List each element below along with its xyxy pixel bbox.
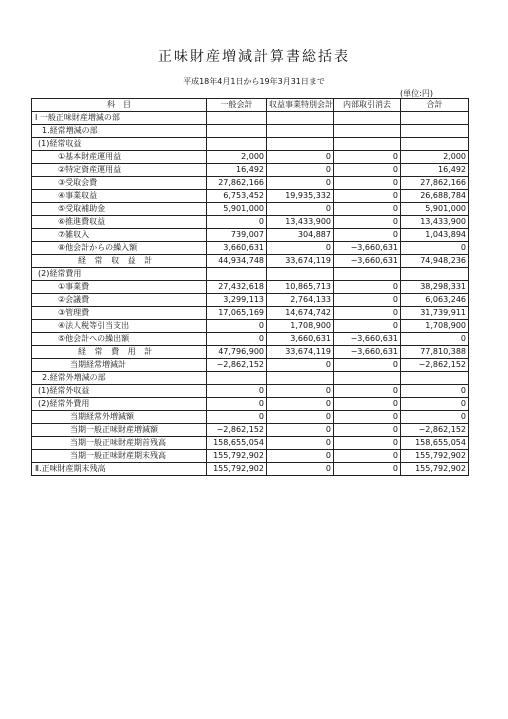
amount-cell: 1,708,900 xyxy=(267,320,334,333)
header-row xyxy=(32,99,469,112)
row-label: (2)経常外費用 xyxy=(32,398,207,411)
amount-cell: 16,492 xyxy=(401,164,469,177)
header-internal-elimination: 内部取引消去 xyxy=(334,99,401,112)
table-row xyxy=(32,333,469,346)
table-row xyxy=(32,346,469,359)
amount-cell: −2,862,152 xyxy=(207,359,267,372)
amount-cell: 31,739,911 xyxy=(401,307,469,320)
amount-cell: 74,948,236 xyxy=(401,255,469,268)
amount-cell xyxy=(401,372,469,385)
amount-cell: 0 xyxy=(207,398,267,411)
table-row xyxy=(32,411,469,424)
amount-cell: 0 xyxy=(334,437,401,450)
row-label: 経 常 費 用 計 xyxy=(32,346,207,359)
amount-cell xyxy=(207,125,267,138)
amount-cell: 0 xyxy=(267,164,334,177)
amount-cell xyxy=(334,112,401,125)
row-label: 当期一般正味財産期末残高 xyxy=(32,450,207,463)
amount-cell: 0 xyxy=(401,398,469,411)
amount-cell xyxy=(401,268,469,281)
amount-cell: 0 xyxy=(401,333,469,346)
amount-cell: 44,934,748 xyxy=(207,255,267,268)
amount-cell: 33,674,119 xyxy=(267,255,334,268)
amount-cell: 27,862,166 xyxy=(207,177,267,190)
table-row xyxy=(32,242,469,255)
amount-cell: 26,688,784 xyxy=(401,190,469,203)
table-row xyxy=(32,450,469,463)
amount-cell xyxy=(267,268,334,281)
amount-cell: 0 xyxy=(334,411,401,424)
amount-cell: 0 xyxy=(267,450,334,463)
amount-cell: 38,298,331 xyxy=(401,281,469,294)
amount-cell: 0 xyxy=(267,177,334,190)
fiscal-period: 平成18年4月1日から19年3月31日まで xyxy=(183,77,325,86)
amount-cell: 2,000 xyxy=(401,151,469,164)
amount-cell: 0 xyxy=(207,411,267,424)
amount-cell: 10,865,713 xyxy=(267,281,334,294)
row-label: ⑦雑収入 xyxy=(32,229,207,242)
amount-cell: 13,433,900 xyxy=(401,216,469,229)
amount-cell xyxy=(267,138,334,151)
table-row xyxy=(32,307,469,320)
amount-cell: 0 xyxy=(401,385,469,398)
document-title: 正味財産増減計算書総括表 xyxy=(158,49,350,65)
row-label: 経 常 収 益 計 xyxy=(32,255,207,268)
amount-cell: 0 xyxy=(401,411,469,424)
table-row xyxy=(32,437,469,450)
amount-cell: 77,810,388 xyxy=(401,346,469,359)
amount-cell xyxy=(267,125,334,138)
amount-cell: 17,065,169 xyxy=(207,307,267,320)
row-label: ⑤受取補助金 xyxy=(32,203,207,216)
table-row xyxy=(32,216,469,229)
table-row xyxy=(32,385,469,398)
amount-cell: −2,862,152 xyxy=(401,424,469,437)
amount-cell: 0 xyxy=(207,385,267,398)
amount-cell: −2,862,152 xyxy=(207,424,267,437)
amount-cell: 3,660,631 xyxy=(267,333,334,346)
row-label: 当期経常外増減額 xyxy=(32,411,207,424)
table-row xyxy=(32,164,469,177)
table-row xyxy=(32,398,469,411)
amount-cell: 27,862,166 xyxy=(401,177,469,190)
row-label: 1.経常増減の部 xyxy=(32,125,207,138)
amount-cell: 0 xyxy=(267,151,334,164)
amount-cell xyxy=(267,372,334,385)
amount-cell xyxy=(267,112,334,125)
amount-cell: 33,674,119 xyxy=(267,346,334,359)
amount-cell: 739,007 xyxy=(207,229,267,242)
amount-cell: 0 xyxy=(267,359,334,372)
amount-cell: 0 xyxy=(334,424,401,437)
amount-cell: 0 xyxy=(267,385,334,398)
amount-cell: 304,887 xyxy=(267,229,334,242)
table-row xyxy=(32,424,469,437)
amount-cell: 0 xyxy=(334,359,401,372)
amount-cell xyxy=(334,138,401,151)
amount-cell: 14,674,742 xyxy=(267,307,334,320)
amount-cell: −3,660,631 xyxy=(334,346,401,359)
header-total: 合計 xyxy=(401,99,469,112)
amount-cell: 0 xyxy=(267,242,334,255)
amount-cell: 0 xyxy=(334,203,401,216)
amount-cell: 3,299,113 xyxy=(207,294,267,307)
row-label: ③管理費 xyxy=(32,307,207,320)
row-label: (2)経常費用 xyxy=(32,268,207,281)
table-row xyxy=(32,281,469,294)
amount-cell: 0 xyxy=(334,398,401,411)
amount-cell: −3,660,631 xyxy=(334,242,401,255)
amount-cell: 158,655,054 xyxy=(401,437,469,450)
amount-cell: 5,901,000 xyxy=(207,203,267,216)
row-label: ①基本財産運用益 xyxy=(32,151,207,164)
amount-cell: 0 xyxy=(207,333,267,346)
amount-cell: 155,792,902 xyxy=(401,463,469,476)
amount-cell: 6,753,452 xyxy=(207,190,267,203)
amount-cell xyxy=(334,372,401,385)
amount-cell: 6,063,246 xyxy=(401,294,469,307)
amount-cell: 0 xyxy=(334,190,401,203)
table-row xyxy=(32,138,469,151)
amount-cell: 27,432,618 xyxy=(207,281,267,294)
table-row xyxy=(32,229,469,242)
row-label: 当期一般正味財産期首残高 xyxy=(32,437,207,450)
amount-cell: 155,792,902 xyxy=(401,450,469,463)
header-item: 科 目 xyxy=(32,99,207,112)
amount-cell: 13,433,900 xyxy=(267,216,334,229)
amount-cell: −2,862,152 xyxy=(401,359,469,372)
amount-cell: 0 xyxy=(334,320,401,333)
amount-cell: 1,708,900 xyxy=(401,320,469,333)
amount-cell: 0 xyxy=(334,151,401,164)
amount-cell: 0 xyxy=(334,281,401,294)
row-label: 2.経常外増減の部 xyxy=(32,372,207,385)
amount-cell: 1,043,894 xyxy=(401,229,469,242)
row-label: ④事業収益 xyxy=(32,190,207,203)
row-label: (1)経常収益 xyxy=(32,138,207,151)
table-row xyxy=(32,125,469,138)
amount-cell: 0 xyxy=(334,307,401,320)
amount-cell: 0 xyxy=(334,177,401,190)
amount-cell xyxy=(207,112,267,125)
amount-cell: 0 xyxy=(267,203,334,216)
table-row xyxy=(32,294,469,307)
amount-cell: 0 xyxy=(334,229,401,242)
amount-cell: −3,660,631 xyxy=(334,333,401,346)
amount-cell xyxy=(334,268,401,281)
table-row xyxy=(32,320,469,333)
amount-cell xyxy=(401,125,469,138)
amount-cell: 155,792,902 xyxy=(207,463,267,476)
amount-cell: 0 xyxy=(267,437,334,450)
amount-cell xyxy=(401,112,469,125)
table-row xyxy=(32,372,469,385)
amount-cell xyxy=(334,125,401,138)
table-row xyxy=(32,255,469,268)
row-label: ⑧他会計からの繰入額 xyxy=(32,242,207,255)
row-label: ⑤他会計への繰出額 xyxy=(32,333,207,346)
amount-cell: 3,660,631 xyxy=(207,242,267,255)
row-label: ②会議費 xyxy=(32,294,207,307)
amount-cell: 0 xyxy=(334,385,401,398)
amount-cell: 0 xyxy=(334,294,401,307)
header-profit-special: 収益事業特別会計 xyxy=(267,99,334,112)
amount-cell: 0 xyxy=(334,450,401,463)
amount-cell: 19,935,332 xyxy=(267,190,334,203)
amount-cell: 158,655,054 xyxy=(207,437,267,450)
table-row xyxy=(32,190,469,203)
amount-cell xyxy=(207,268,267,281)
amount-cell: 0 xyxy=(267,424,334,437)
amount-cell: 2,764,133 xyxy=(267,294,334,307)
table-row xyxy=(32,268,469,281)
row-label: ①事業費 xyxy=(32,281,207,294)
amount-cell: 2,000 xyxy=(207,151,267,164)
amount-cell: 47,796,900 xyxy=(207,346,267,359)
amount-cell: 155,792,902 xyxy=(207,450,267,463)
table-row xyxy=(32,359,469,372)
amount-cell: 0 xyxy=(267,463,334,476)
table-row xyxy=(32,203,469,216)
amount-cell: 0 xyxy=(207,320,267,333)
amount-cell: 0 xyxy=(207,216,267,229)
row-label: 当期一般正味財産増減額 xyxy=(32,424,207,437)
statement-table xyxy=(31,98,469,476)
amount-cell: 0 xyxy=(267,411,334,424)
amount-cell: 5,901,000 xyxy=(401,203,469,216)
amount-cell xyxy=(207,138,267,151)
table-row xyxy=(32,463,469,476)
amount-cell: −3,660,631 xyxy=(334,255,401,268)
row-label: Ⅰ 一般正味財産増減の部 xyxy=(32,112,207,125)
table-row xyxy=(32,112,469,125)
row-label: Ⅱ.正味財産期末残高 xyxy=(32,463,207,476)
amount-cell xyxy=(401,138,469,151)
table-row xyxy=(32,177,469,190)
row-label: ④法人税等引当支出 xyxy=(32,320,207,333)
row-label: ③受取会費 xyxy=(32,177,207,190)
table-row xyxy=(32,151,469,164)
amount-cell: 0 xyxy=(334,164,401,177)
amount-cell: 0 xyxy=(267,398,334,411)
unit-note: (単位:円) xyxy=(400,89,433,98)
amount-cell: 16,492 xyxy=(207,164,267,177)
row-label: ②特定資産運用益 xyxy=(32,164,207,177)
header-general: 一般会計 xyxy=(207,99,267,112)
amount-cell: 0 xyxy=(401,242,469,255)
row-label: 当期経常増減計 xyxy=(32,359,207,372)
row-label: ⑥推進費収益 xyxy=(32,216,207,229)
amount-cell: 0 xyxy=(334,463,401,476)
amount-cell xyxy=(207,372,267,385)
row-label: (1)経常外収益 xyxy=(32,385,207,398)
amount-cell: 0 xyxy=(334,216,401,229)
